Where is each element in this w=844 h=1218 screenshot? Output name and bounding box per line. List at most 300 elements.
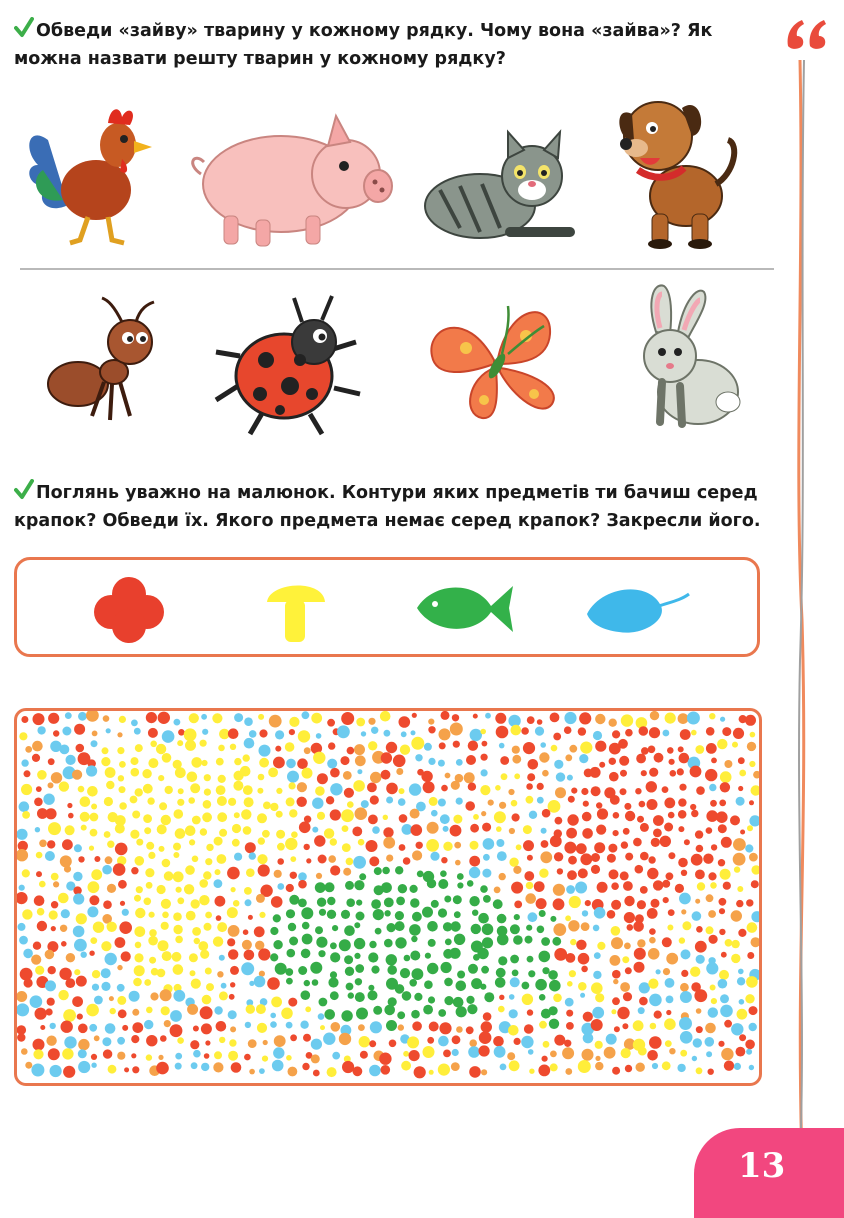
dot [35, 966, 44, 975]
dot [288, 923, 296, 931]
dot [681, 870, 687, 876]
dot [314, 835, 325, 846]
dot [302, 711, 310, 719]
dot [551, 745, 558, 752]
dot [695, 899, 700, 904]
dot [523, 742, 535, 754]
dot [173, 871, 184, 882]
dot [316, 937, 327, 948]
dot [739, 1034, 746, 1041]
dot [705, 769, 717, 781]
dot [190, 783, 200, 793]
dot [317, 898, 326, 907]
dot [37, 921, 47, 931]
dot [745, 1040, 755, 1050]
rabbit-image [632, 282, 748, 432]
dot [495, 977, 506, 988]
dot [172, 952, 182, 962]
dot [198, 941, 208, 951]
dot [189, 839, 195, 845]
dot [286, 884, 294, 892]
dot [337, 725, 350, 738]
dot [267, 977, 280, 990]
dot [122, 909, 129, 916]
dot [751, 911, 759, 922]
dot [174, 809, 184, 819]
dot [576, 940, 586, 950]
dot [648, 979, 658, 989]
dot [583, 1012, 593, 1022]
dot [381, 882, 392, 893]
dot [37, 726, 45, 734]
dot [611, 1009, 616, 1014]
dot [578, 982, 587, 991]
dot [687, 712, 700, 725]
dot [580, 853, 592, 865]
dot [301, 990, 311, 1000]
dot [750, 732, 756, 738]
dot [80, 796, 91, 807]
dot [582, 828, 593, 839]
dot [214, 879, 223, 888]
dot [539, 951, 551, 963]
dot [43, 794, 54, 805]
dot [78, 1061, 90, 1073]
dot [450, 948, 461, 959]
dot [679, 753, 690, 764]
dot [386, 797, 393, 804]
dot [429, 1070, 434, 1075]
dot [290, 856, 296, 862]
dot [513, 866, 521, 874]
dot [276, 811, 283, 818]
quote-icon [784, 16, 832, 52]
dot [567, 870, 577, 880]
dot [290, 1034, 297, 1041]
dot [450, 825, 462, 837]
dot [33, 942, 41, 950]
dot [482, 741, 488, 747]
dot [134, 728, 141, 735]
dot [327, 719, 335, 727]
dot [751, 880, 759, 888]
dot [731, 910, 742, 921]
dot [371, 966, 379, 974]
dot [496, 826, 502, 832]
dot [614, 1026, 620, 1032]
dot [468, 783, 476, 791]
dot [747, 952, 754, 959]
dot [653, 829, 662, 838]
dot [553, 898, 565, 910]
dot [117, 1037, 125, 1045]
dot [313, 1070, 320, 1077]
dot [483, 838, 495, 850]
dot [510, 955, 519, 964]
dot [301, 907, 313, 919]
dot [609, 719, 617, 727]
dot [189, 953, 198, 962]
dot [130, 830, 139, 839]
dot [624, 896, 634, 906]
dot [298, 872, 307, 881]
dot [469, 856, 480, 867]
dot [541, 937, 550, 946]
dot [45, 808, 56, 819]
dot [217, 971, 223, 977]
dot [623, 992, 632, 1001]
dot [94, 856, 100, 862]
dot [453, 741, 460, 748]
dot [273, 940, 282, 949]
dot [538, 1065, 550, 1077]
dot [527, 956, 534, 963]
dot [653, 880, 663, 890]
dot [221, 983, 227, 989]
dot [375, 928, 382, 935]
dot [270, 1021, 277, 1028]
dot [131, 867, 138, 874]
dot [272, 1060, 284, 1072]
dot [711, 998, 717, 1004]
shapes-legend-box [14, 557, 760, 657]
dot [177, 1037, 184, 1044]
dot [232, 839, 240, 847]
dot [158, 940, 169, 951]
dot [466, 1026, 474, 1034]
dot [233, 900, 240, 907]
dot [720, 1005, 733, 1018]
dot [468, 741, 478, 751]
dot [579, 754, 588, 763]
dot [106, 728, 111, 733]
dot [523, 840, 534, 851]
dot [318, 950, 325, 957]
dot [427, 879, 436, 888]
dot [369, 941, 376, 948]
dot [270, 803, 278, 811]
dot [119, 786, 126, 793]
dot [454, 934, 465, 945]
dot [611, 900, 621, 910]
dot [136, 886, 143, 893]
dot [346, 898, 355, 907]
dot [286, 978, 293, 985]
dot [162, 912, 169, 919]
dot [330, 942, 337, 949]
dot [368, 990, 378, 1000]
dot [640, 852, 649, 861]
dot [344, 955, 353, 964]
dot [677, 768, 684, 775]
dot [496, 726, 509, 739]
dot [219, 991, 228, 1000]
dot [36, 786, 42, 792]
dot [613, 979, 618, 984]
dot [39, 881, 46, 888]
dot [510, 924, 520, 934]
dot [60, 855, 72, 867]
dot [78, 1039, 89, 1050]
dot [429, 1022, 439, 1032]
dot [347, 747, 355, 755]
dot [444, 896, 451, 903]
dot [666, 1010, 671, 1015]
dot [217, 922, 227, 932]
dot [511, 800, 518, 807]
dot [395, 921, 405, 931]
dot [706, 727, 715, 736]
dot [63, 1066, 75, 1078]
dot [89, 846, 94, 851]
dot [678, 810, 687, 819]
dot [212, 713, 222, 723]
dot [101, 982, 110, 991]
dot [49, 910, 58, 919]
dot [724, 1061, 734, 1071]
dot [736, 900, 743, 907]
dot [277, 858, 284, 865]
dot [637, 816, 644, 823]
dot [148, 936, 158, 946]
dot [162, 753, 172, 763]
dot [187, 1004, 198, 1015]
dot [241, 809, 251, 819]
dot [668, 812, 675, 819]
dot [289, 729, 295, 735]
dot [524, 871, 534, 881]
dot [593, 971, 601, 979]
dot [66, 953, 75, 962]
dot [373, 1006, 382, 1015]
dot [17, 1033, 25, 1041]
dot [667, 747, 674, 754]
dot [230, 982, 235, 987]
dot [578, 727, 586, 735]
dot [417, 871, 424, 878]
dot [438, 760, 445, 767]
dot [427, 963, 438, 974]
dot [298, 966, 307, 975]
dot [469, 896, 479, 906]
dot [550, 1063, 558, 1071]
dot [582, 812, 592, 822]
dot [542, 967, 549, 974]
dot [514, 1038, 521, 1045]
dot [682, 921, 691, 930]
dot [48, 822, 61, 835]
dot [39, 840, 47, 848]
dot [549, 980, 561, 992]
dot [526, 783, 533, 790]
dot [200, 740, 207, 747]
dot [678, 858, 688, 868]
dot [452, 714, 459, 721]
dot [384, 910, 390, 916]
dot [681, 970, 688, 977]
dot [132, 811, 140, 819]
dot [441, 962, 452, 973]
dot [275, 963, 287, 975]
dot [638, 1047, 647, 1056]
dot [719, 970, 729, 980]
dot [411, 824, 423, 836]
dot [311, 1054, 320, 1063]
cat-image [420, 128, 580, 244]
dot [120, 901, 125, 906]
dot [453, 815, 462, 824]
dot [17, 991, 27, 1002]
dot [466, 996, 474, 1004]
dot [718, 1041, 724, 1047]
dot [383, 815, 388, 820]
dot [639, 801, 646, 808]
dot [78, 786, 85, 793]
dot [88, 881, 100, 893]
dot [200, 950, 209, 959]
dot [219, 829, 227, 837]
dot [341, 756, 350, 765]
dot [521, 1036, 533, 1048]
dot [61, 909, 70, 918]
dot [175, 767, 186, 778]
dot [332, 1052, 340, 1060]
dot [302, 1063, 309, 1070]
dot [24, 770, 31, 777]
leaf-shape [583, 580, 693, 636]
dot [535, 727, 544, 736]
dot [173, 852, 179, 858]
dot [482, 924, 494, 936]
task-1-instruction [14, 17, 774, 73]
dot [201, 714, 207, 720]
dot [725, 939, 733, 947]
dot [401, 1061, 411, 1071]
dot [611, 926, 621, 936]
dot [359, 1036, 370, 1047]
dot [706, 1051, 712, 1057]
dot [200, 828, 207, 835]
dot [597, 882, 608, 893]
dot [130, 796, 138, 804]
dot [205, 1040, 210, 1045]
dot [122, 1025, 128, 1031]
dot [129, 991, 140, 1002]
dot [319, 909, 326, 916]
dot [513, 935, 523, 945]
dot [696, 926, 703, 933]
dot [578, 953, 590, 965]
dot [618, 739, 628, 749]
dot [593, 925, 600, 932]
dot [257, 854, 267, 864]
dot [617, 1007, 629, 1019]
dot [170, 1010, 182, 1022]
dot [409, 924, 421, 936]
dot [441, 711, 450, 720]
dot [90, 937, 97, 944]
dot [456, 1006, 467, 1017]
dot [428, 719, 434, 725]
dot [384, 939, 393, 948]
dot [652, 1063, 658, 1069]
dot [427, 1037, 434, 1044]
dot [395, 937, 406, 948]
dot [583, 1033, 594, 1044]
dot [441, 785, 448, 792]
dot [636, 754, 646, 764]
dot [384, 1005, 395, 1016]
dot [542, 809, 551, 818]
dot [566, 1022, 574, 1030]
dot [23, 949, 33, 959]
dot [565, 754, 572, 761]
dot [204, 774, 211, 781]
dot [146, 1054, 152, 1060]
dot [94, 996, 103, 1005]
dot [216, 758, 224, 766]
dot [273, 757, 285, 769]
dot [107, 841, 114, 848]
dot [304, 747, 311, 754]
dot [724, 1020, 732, 1028]
dot [35, 827, 40, 832]
dot [438, 879, 448, 889]
dot [610, 795, 620, 805]
dot [456, 798, 463, 805]
dot [499, 802, 506, 809]
dot [46, 1008, 53, 1015]
dot [119, 716, 126, 723]
dot [315, 926, 323, 934]
dot [355, 978, 362, 985]
dot [706, 894, 714, 902]
dot [444, 996, 453, 1005]
dot [131, 720, 138, 727]
dot [354, 922, 360, 928]
dot [663, 968, 670, 975]
dot [102, 747, 109, 754]
dot [73, 893, 84, 904]
dot [345, 967, 354, 976]
dot [366, 840, 378, 852]
dot [161, 899, 171, 909]
dot [246, 1005, 255, 1014]
dot [403, 857, 411, 865]
dot [203, 871, 211, 879]
dot [192, 856, 199, 863]
dot [579, 712, 591, 724]
dot [678, 713, 689, 724]
dot [412, 968, 424, 980]
dot [51, 873, 59, 881]
dot [662, 937, 672, 947]
dot [395, 984, 405, 994]
dot [254, 926, 265, 937]
dot [288, 998, 297, 1007]
dot [567, 775, 573, 781]
dot [227, 907, 238, 918]
dot [733, 838, 746, 851]
dot [330, 865, 340, 875]
dot [204, 923, 212, 931]
dot [356, 900, 362, 906]
dot [499, 873, 506, 880]
dot [368, 741, 377, 750]
dot [399, 788, 405, 794]
dot [346, 858, 354, 866]
dot [341, 1010, 352, 1021]
